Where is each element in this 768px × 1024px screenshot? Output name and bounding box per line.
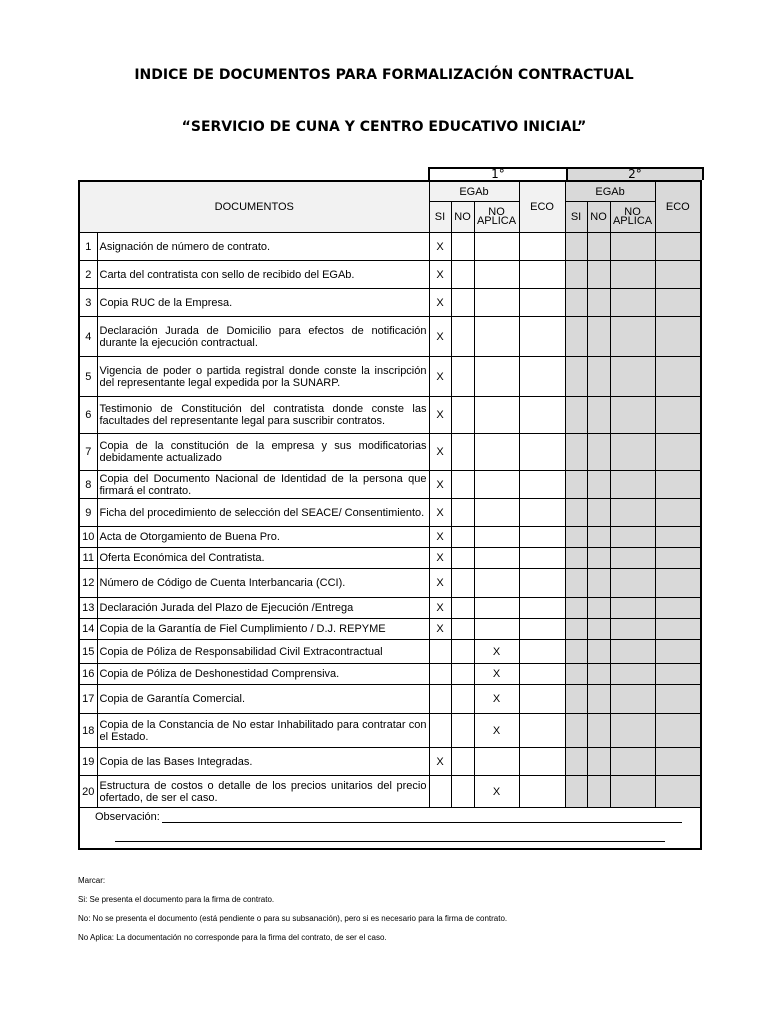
row-number: 6	[79, 397, 97, 434]
row-number: 16	[79, 664, 97, 685]
check-eco-1[interactable]	[519, 640, 565, 664]
check-no-1[interactable]	[451, 640, 474, 664]
check-si-1[interactable]: X	[429, 548, 451, 569]
row-document: Número de Código de Cuenta Interbancaria (CCI).	[97, 569, 429, 598]
check-eco-2[interactable]	[655, 233, 701, 261]
si-header-1: SI	[429, 202, 451, 233]
check-si-1[interactable]: X	[429, 289, 451, 317]
row-number: 20	[79, 776, 97, 808]
table-row	[79, 499, 701, 527]
row-document: Copia de Póliza de Responsabilidad Civil Extracontractual	[97, 640, 429, 664]
row-document: Acta de Otorgamiento de Buena Pro.	[97, 527, 429, 548]
check-no-1[interactable]	[451, 233, 474, 261]
check-eco-1[interactable]	[519, 434, 565, 471]
row-document: Copia del Documento Nacional de Identidad de la persona que firmará el contrato.	[97, 471, 429, 499]
row-document: Testimonio de Constitución del contratista donde conste las facultades del representante legal para suscribir contratos.	[97, 397, 429, 434]
check-eco-1[interactable]	[519, 397, 565, 434]
check-si-2[interactable]	[565, 397, 587, 434]
row-number: 11	[79, 548, 97, 569]
row-document: Vigencia de poder o partida registral donde conste la inscripción del representante legal expedida por la SUNARP.	[97, 357, 429, 397]
check-eco-2[interactable]	[655, 640, 701, 664]
table-row	[79, 261, 701, 289]
check-si-1[interactable]: X	[429, 471, 451, 499]
no-aplica-header-1: NO APLICA	[474, 202, 519, 233]
egab-header-1: EGAb	[429, 181, 519, 202]
check-no-aplica-2[interactable]	[610, 471, 655, 499]
row-document: Copia de Garantía Comercial.	[97, 685, 429, 714]
check-no-1[interactable]	[451, 619, 474, 640]
check-si-2[interactable]	[565, 317, 587, 357]
check-no-2[interactable]	[587, 748, 610, 776]
check-si-2[interactable]	[565, 714, 587, 748]
table-row	[79, 357, 701, 397]
table-row	[79, 233, 701, 261]
check-si-1[interactable]: X	[429, 317, 451, 357]
check-no-aplica-1[interactable]: X	[474, 685, 519, 714]
check-eco-1[interactable]	[519, 748, 565, 776]
check-eco-2[interactable]	[655, 527, 701, 548]
check-no-1[interactable]	[451, 569, 474, 598]
row-number: 13	[79, 598, 97, 619]
legend-marcar: Marcar:	[78, 876, 106, 885]
row-number: 19	[79, 748, 97, 776]
row-number: 14	[79, 619, 97, 640]
check-no-2[interactable]	[587, 714, 610, 748]
check-no-1[interactable]	[451, 357, 474, 397]
check-no-1[interactable]	[451, 471, 474, 499]
check-si-1[interactable]: X	[429, 748, 451, 776]
table-row	[79, 685, 701, 714]
check-si-2[interactable]	[565, 261, 587, 289]
legend-notes	[78, 876, 507, 952]
check-si-1[interactable]: X	[429, 434, 451, 471]
check-eco-2[interactable]	[655, 619, 701, 640]
check-no-2[interactable]	[587, 233, 610, 261]
row-document: Declaración Jurada del Plazo de Ejecución /Entrega	[97, 598, 429, 619]
check-si-2[interactable]	[565, 619, 587, 640]
si-header-2: SI	[565, 202, 587, 233]
check-si-1[interactable]: X	[429, 619, 451, 640]
check-si-2[interactable]	[565, 434, 587, 471]
check-no-aplica-1[interactable]: X	[474, 664, 519, 685]
check-eco-1[interactable]	[519, 317, 565, 357]
check-no-2[interactable]	[587, 397, 610, 434]
check-si-1[interactable]: X	[429, 569, 451, 598]
row-document: Copia de la Garantía de Fiel Cumplimiento / D.J. REPYME	[97, 619, 429, 640]
check-eco-2[interactable]	[655, 569, 701, 598]
check-no-aplica-1[interactable]	[474, 434, 519, 471]
check-no-2[interactable]	[587, 317, 610, 357]
check-no-1[interactable]	[451, 499, 474, 527]
check-no-aplica-1[interactable]	[474, 289, 519, 317]
check-eco-2[interactable]	[655, 499, 701, 527]
check-si-2[interactable]	[565, 569, 587, 598]
check-no-aplica-2[interactable]	[610, 397, 655, 434]
documents-table	[78, 180, 702, 850]
check-si-1[interactable]: X	[429, 261, 451, 289]
observation-label: Observación:	[95, 811, 160, 823]
check-si-2[interactable]	[565, 685, 587, 714]
row-document: Carta del contratista con sello de recibido del EGAb.	[97, 261, 429, 289]
check-eco-1[interactable]	[519, 233, 565, 261]
check-si-1[interactable]: X	[429, 397, 451, 434]
check-no-1[interactable]	[451, 261, 474, 289]
table-row	[79, 289, 701, 317]
check-no-2[interactable]	[587, 434, 610, 471]
check-si-2[interactable]	[565, 598, 587, 619]
check-no-aplica-2[interactable]	[610, 619, 655, 640]
check-no-2[interactable]	[587, 499, 610, 527]
check-si-1[interactable]: X	[429, 598, 451, 619]
check-no-aplica-2[interactable]	[610, 261, 655, 289]
check-no-aplica-1[interactable]: X	[474, 776, 519, 808]
row-number: 4	[79, 317, 97, 357]
check-no-2[interactable]	[587, 664, 610, 685]
table-row	[79, 434, 701, 471]
check-no-1[interactable]	[451, 317, 474, 357]
check-no-2[interactable]	[587, 289, 610, 317]
table-row	[79, 397, 701, 434]
check-no-aplica-2[interactable]	[610, 776, 655, 808]
check-no-aplica-1[interactable]	[474, 233, 519, 261]
row-document: Estructura de costos o detalle de los precios unitarios del precio ofertado, de ser el caso.	[97, 776, 429, 808]
row-number: 18	[79, 714, 97, 748]
check-no-2[interactable]	[587, 548, 610, 569]
check-no-1[interactable]	[451, 434, 474, 471]
table-row	[79, 664, 701, 685]
check-eco-2[interactable]	[655, 397, 701, 434]
table-row	[79, 317, 701, 357]
check-no-1[interactable]	[451, 776, 474, 808]
check-no-aplica-2[interactable]	[610, 748, 655, 776]
check-eco-1[interactable]	[519, 357, 565, 397]
check-no-aplica-2[interactable]	[610, 569, 655, 598]
row-number: 1	[79, 233, 97, 261]
check-no-aplica-1[interactable]	[474, 471, 519, 499]
table-row	[79, 548, 701, 569]
no-header-1: NO	[451, 202, 474, 233]
check-si-1[interactable]: X	[429, 527, 451, 548]
table-row	[79, 640, 701, 664]
row-document: Copia de la Constancia de No estar Inhabilitado para contratar con el Estado.	[97, 714, 429, 748]
page-title: INDICE DE DOCUMENTOS PARA FORMALIZACIÓN CONTRACTUAL	[134, 67, 634, 83]
check-si-2[interactable]	[565, 776, 587, 808]
check-no-2[interactable]	[587, 471, 610, 499]
check-no-1[interactable]	[451, 598, 474, 619]
check-no-aplica-1[interactable]: X	[474, 714, 519, 748]
check-eco-1[interactable]	[519, 619, 565, 640]
check-no-aplica-1[interactable]	[474, 598, 519, 619]
stage-header	[428, 167, 704, 180]
check-no-1[interactable]	[451, 527, 474, 548]
check-si-1[interactable]	[429, 714, 451, 748]
stage-1-label: 1°	[430, 169, 568, 180]
check-si-2[interactable]	[565, 748, 587, 776]
check-eco-2[interactable]	[655, 748, 701, 776]
check-eco-1[interactable]	[519, 499, 565, 527]
check-eco-2[interactable]	[655, 317, 701, 357]
check-si-1[interactable]	[429, 776, 451, 808]
check-no-1[interactable]	[451, 397, 474, 434]
legend-si: Si: Se presenta el documento para la firma de contrato.	[78, 895, 275, 904]
table-row	[79, 598, 701, 619]
table-row	[79, 527, 701, 548]
row-number: 10	[79, 527, 97, 548]
eco-header-1: ECO	[519, 181, 565, 233]
check-eco-1[interactable]	[519, 569, 565, 598]
check-no-1[interactable]	[451, 548, 474, 569]
check-no-2[interactable]	[587, 685, 610, 714]
check-eco-1[interactable]	[519, 527, 565, 548]
check-si-2[interactable]	[565, 527, 587, 548]
row-number: 12	[79, 569, 97, 598]
check-no-1[interactable]	[451, 664, 474, 685]
row-number: 2	[79, 261, 97, 289]
check-si-1[interactable]	[429, 640, 451, 664]
check-eco-1[interactable]	[519, 776, 565, 808]
page-subtitle: “SERVICIO DE CUNA Y CENTRO EDUCATIVO INICIAL”	[181, 119, 587, 135]
check-si-1[interactable]: X	[429, 233, 451, 261]
row-document: Copia de Póliza de Deshonestidad Comprensiva.	[97, 664, 429, 685]
check-no-aplica-2[interactable]	[610, 434, 655, 471]
check-no-aplica-1[interactable]	[474, 548, 519, 569]
row-document: Ficha del procedimiento de selección del SEACE/ Consentimiento.	[97, 499, 429, 527]
row-number: 5	[79, 357, 97, 397]
observation-line-1[interactable]	[162, 822, 682, 823]
check-eco-2[interactable]	[655, 471, 701, 499]
check-no-2[interactable]	[587, 261, 610, 289]
eco-header-2: ECO	[655, 181, 701, 233]
row-document: Asignación de número de contrato.	[97, 233, 429, 261]
check-si-2[interactable]	[565, 664, 587, 685]
check-no-aplica-2[interactable]	[610, 664, 655, 685]
row-document: Copia de las Bases Integradas.	[97, 748, 429, 776]
check-no-2[interactable]	[587, 598, 610, 619]
check-eco-2[interactable]	[655, 714, 701, 748]
check-no-aplica-1[interactable]: X	[474, 640, 519, 664]
check-no-aplica-2[interactable]	[610, 548, 655, 569]
check-eco-1[interactable]	[519, 685, 565, 714]
check-no-aplica-2[interactable]	[610, 685, 655, 714]
table-row	[79, 569, 701, 598]
check-eco-2[interactable]	[655, 664, 701, 685]
check-no-2[interactable]	[587, 569, 610, 598]
check-eco-2[interactable]	[655, 357, 701, 397]
observation-cell	[79, 808, 701, 850]
check-eco-2[interactable]	[655, 289, 701, 317]
check-eco-2[interactable]	[655, 776, 701, 808]
row-number: 3	[79, 289, 97, 317]
check-no-2[interactable]	[587, 357, 610, 397]
check-eco-2[interactable]	[655, 548, 701, 569]
check-no-aplica-1[interactable]	[474, 261, 519, 289]
table-row	[79, 714, 701, 748]
check-eco-2[interactable]	[655, 261, 701, 289]
check-eco-1[interactable]	[519, 548, 565, 569]
check-si-1[interactable]: X	[429, 499, 451, 527]
check-eco-1[interactable]	[519, 598, 565, 619]
table-row	[79, 748, 701, 776]
check-no-aplica-2[interactable]	[610, 598, 655, 619]
check-si-2[interactable]	[565, 289, 587, 317]
documents-header: DOCUMENTOS	[79, 181, 429, 233]
check-no-aplica-1[interactable]	[474, 569, 519, 598]
check-si-1[interactable]	[429, 664, 451, 685]
row-document: Copia de la constitución de la empresa y sus modificatorias debidamente actualizado	[97, 434, 429, 471]
row-document: Declaración Jurada de Domicilio para efectos de notificación durante la ejecución contractual.	[97, 317, 429, 357]
check-no-aplica-2[interactable]	[610, 714, 655, 748]
check-no-aplica-2[interactable]	[610, 289, 655, 317]
row-number: 15	[79, 640, 97, 664]
check-no-1[interactable]	[451, 714, 474, 748]
check-no-aplica-2[interactable]	[610, 317, 655, 357]
check-no-2[interactable]	[587, 527, 610, 548]
stage-2-label: 2°	[568, 169, 702, 180]
check-no-1[interactable]	[451, 685, 474, 714]
check-si-2[interactable]	[565, 499, 587, 527]
check-eco-1[interactable]	[519, 664, 565, 685]
check-eco-2[interactable]	[655, 685, 701, 714]
row-number: 9	[79, 499, 97, 527]
check-no-aplica-2[interactable]	[610, 527, 655, 548]
check-no-aplica-2[interactable]	[610, 357, 655, 397]
check-no-aplica-1[interactable]	[474, 748, 519, 776]
egab-header-2: EGAb	[565, 181, 655, 202]
check-eco-2[interactable]	[655, 434, 701, 471]
check-no-1[interactable]	[451, 289, 474, 317]
check-no-2[interactable]	[587, 776, 610, 808]
check-eco-1[interactable]	[519, 471, 565, 499]
check-no-aplica-1[interactable]	[474, 317, 519, 357]
row-number: 8	[79, 471, 97, 499]
check-no-2[interactable]	[587, 640, 610, 664]
row-document: Oferta Económica del Contratista.	[97, 548, 429, 569]
check-eco-1[interactable]	[519, 261, 565, 289]
check-si-2[interactable]	[565, 471, 587, 499]
row-document: Copia RUC de la Empresa.	[97, 289, 429, 317]
no-aplica-header-2: NO APLICA	[610, 202, 655, 233]
check-no-aplica-1[interactable]	[474, 499, 519, 527]
check-no-aplica-1[interactable]	[474, 527, 519, 548]
table-row	[79, 619, 701, 640]
check-eco-1[interactable]	[519, 714, 565, 748]
check-no-1[interactable]	[451, 748, 474, 776]
check-eco-1[interactable]	[519, 289, 565, 317]
row-number: 7	[79, 434, 97, 471]
legend-no-aplica: No Aplica: La documentación no corresponde para la firma del contrato, de ser el caso.	[78, 933, 387, 942]
documents-table-body	[79, 233, 701, 808]
check-eco-2[interactable]	[655, 598, 701, 619]
check-no-aplica-1[interactable]	[474, 397, 519, 434]
check-no-2[interactable]	[587, 619, 610, 640]
check-si-2[interactable]	[565, 640, 587, 664]
observation-line-2[interactable]	[115, 841, 665, 842]
no-header-2: NO	[587, 202, 610, 233]
table-row	[79, 471, 701, 499]
table-row	[79, 776, 701, 808]
check-si-1[interactable]: X	[429, 357, 451, 397]
check-no-aplica-1[interactable]	[474, 619, 519, 640]
check-no-aplica-2[interactable]	[610, 640, 655, 664]
check-si-2[interactable]	[565, 357, 587, 397]
check-no-aplica-2[interactable]	[610, 499, 655, 527]
row-number: 17	[79, 685, 97, 714]
check-si-2[interactable]	[565, 548, 587, 569]
check-si-1[interactable]	[429, 685, 451, 714]
legend-no: No: No se presenta el documento (está pendiente o para su subsanación), pero si es necesario para la firma de contrato.	[78, 914, 508, 923]
check-no-aplica-1[interactable]	[474, 357, 519, 397]
check-no-aplica-2[interactable]	[610, 233, 655, 261]
check-si-2[interactable]	[565, 233, 587, 261]
